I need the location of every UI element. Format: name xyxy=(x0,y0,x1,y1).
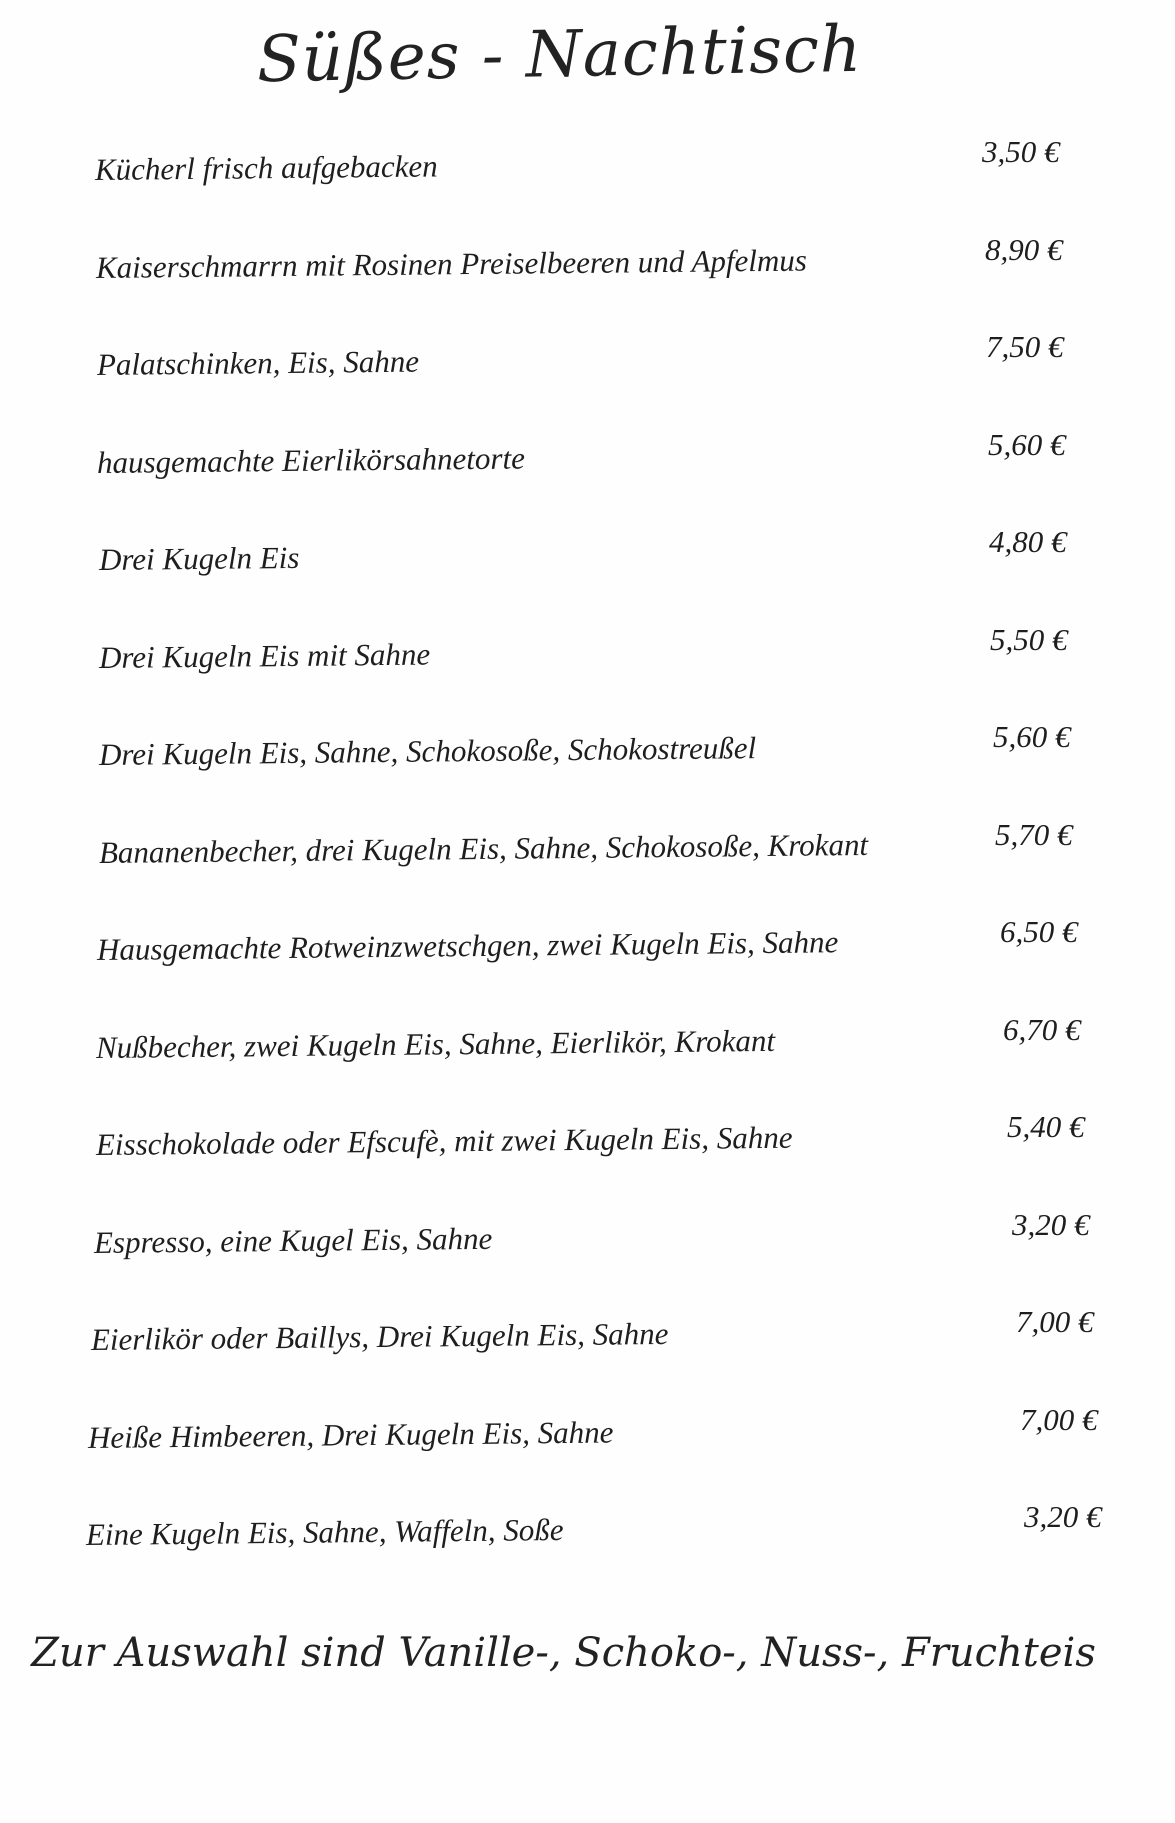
menu-item xyxy=(0,1109,1175,1175)
menu-item xyxy=(0,1304,1175,1370)
item-name: Hausgemachte Rotweinzwetschgen, zwei Kugeln Eis, Sahne xyxy=(96,924,839,967)
item-name: Eisschokolade oder Efscufè, mit zwei Kugeln Eis, Sahne xyxy=(95,1119,793,1162)
item-price: 5,60 € xyxy=(988,427,1066,462)
page-title: Süßes - Nachtisch xyxy=(256,12,863,98)
item-name: Palatschinken, Eis, Sahne xyxy=(96,343,420,382)
menu-item xyxy=(0,232,1175,298)
item-price: 5,40 € xyxy=(1007,1109,1085,1144)
item-price: 4,80 € xyxy=(989,524,1067,559)
menu-item xyxy=(0,524,1175,590)
item-name: Bananenbecher, drei Kugeln Eis, Sahne, Schokosoße, Krokant xyxy=(98,826,869,870)
item-name: Kaiserschmarrn mit Rosinen Preiselbeeren und Apfelmus xyxy=(95,242,808,285)
item-price: 7,50 € xyxy=(986,329,1064,364)
menu-item xyxy=(0,329,1175,395)
item-name: Drei Kugeln Eis mit Sahne xyxy=(98,636,431,675)
item-price: 6,70 € xyxy=(1003,1012,1081,1047)
item-name: Kücherl frisch aufgebacken xyxy=(94,148,438,187)
item-price: 7,00 € xyxy=(1016,1304,1094,1339)
menu-item xyxy=(0,1012,1175,1078)
menu-item xyxy=(0,719,1175,785)
item-price: 3,20 € xyxy=(1024,1499,1102,1534)
menu-item xyxy=(0,914,1175,980)
item-name: Espresso, eine Kugel Eis, Sahne xyxy=(93,1220,493,1260)
menu-item xyxy=(0,622,1175,688)
menu-item xyxy=(0,427,1175,493)
item-price: 6,50 € xyxy=(1000,914,1078,949)
item-price: 7,00 € xyxy=(1020,1402,1098,1437)
menu-item xyxy=(0,1207,1175,1273)
menu-item xyxy=(0,817,1175,883)
menu-item xyxy=(0,1499,1175,1565)
item-price: 5,50 € xyxy=(990,622,1068,657)
item-name: hausgemachte Eierlikörsahnetorte xyxy=(96,440,526,480)
item-name: Drei Kugeln Eis, Sahne, Schokosoße, Schokostreußel xyxy=(98,730,757,772)
item-price: 3,50 € xyxy=(982,134,1060,169)
item-price: 8,90 € xyxy=(985,232,1063,267)
menu-item xyxy=(0,134,1175,200)
item-name: Heiße Himbeeren, Drei Kugeln Eis, Sahne xyxy=(87,1414,614,1455)
menu-item xyxy=(0,1402,1175,1468)
item-price: 5,70 € xyxy=(995,817,1073,852)
item-name: Nußbecher, zwei Kugeln Eis, Sahne, Eierlikör, Krokant xyxy=(95,1022,776,1065)
item-name: Eierlikör oder Baillys, Drei Kugeln Eis, Sahne xyxy=(90,1315,669,1357)
flavor-note: Zur Auswahl sind Vanille-, Schoko-, Nuss-, Fruchteis xyxy=(31,1630,1096,1676)
item-price: 5,60 € xyxy=(993,719,1071,754)
item-name: Eine Kugeln Eis, Sahne, Waffeln, Soße xyxy=(85,1511,564,1552)
item-name: Drei Kugeln Eis xyxy=(98,539,300,577)
item-price: 3,20 € xyxy=(1012,1207,1090,1242)
